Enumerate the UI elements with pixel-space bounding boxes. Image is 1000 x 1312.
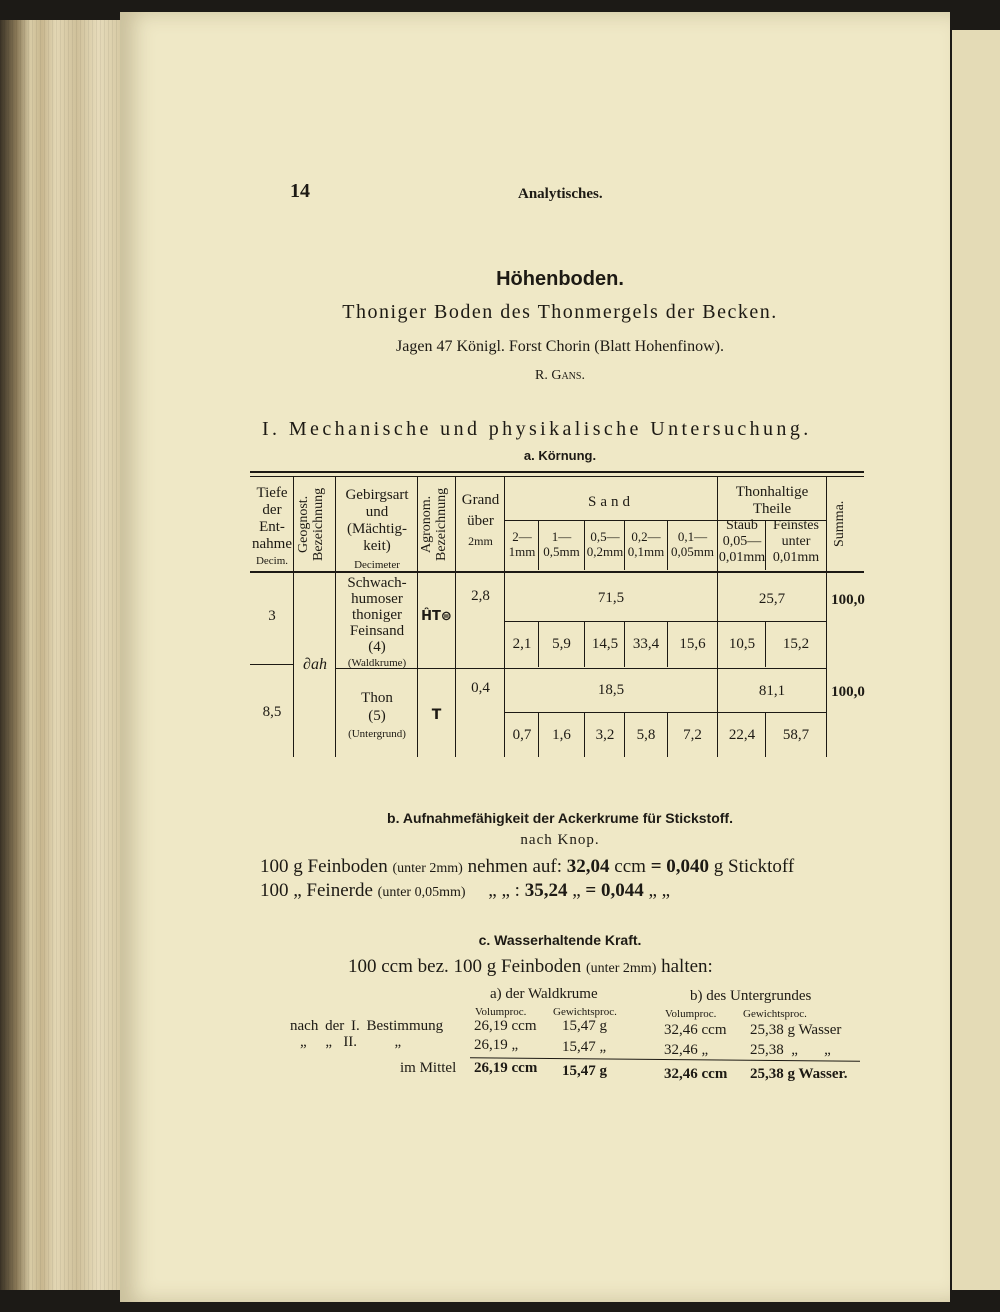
col-b-vol-label: Volumproc. bbox=[665, 1008, 717, 1020]
mean-b2: 25,38 g Wasser. bbox=[750, 1066, 848, 1082]
row-divider-left bbox=[250, 664, 294, 665]
water-intro: 100 ccm bez. 100 g Feinboden (unter 2mm) halten: bbox=[348, 956, 713, 977]
nitrogen-line-1: 100 g Feinboden (unter 2mm) nehmen auf: 32,04 ccm = 0,040 g Sticktoff bbox=[260, 856, 795, 877]
r1-gebirgsart: Schwach- humoser thoniger Feinsand (4) (Waldkrume) bbox=[347, 575, 407, 669]
facing-page-edge bbox=[952, 30, 1000, 1290]
header-grand: Grand über 2mm bbox=[461, 492, 500, 548]
mean-label: im Mittel bbox=[400, 1060, 457, 1076]
row-divider-right bbox=[456, 668, 827, 669]
row-2-label: „ „ II. „ bbox=[300, 1034, 402, 1050]
author-line: R. Gans. bbox=[535, 368, 585, 383]
running-title: Analytisches. bbox=[518, 186, 603, 202]
header-sand-2: 1—0,5mm bbox=[543, 529, 580, 559]
row2-sub-rule bbox=[505, 712, 827, 713]
header-agronom: Agronom. Bezeichnung bbox=[419, 487, 449, 561]
col-b-gew-label: Gewichtsproc. bbox=[743, 1008, 807, 1020]
header-sand: Sand bbox=[588, 494, 634, 510]
header-thon: Thonhaltige Theile bbox=[735, 484, 809, 517]
row-1-b1: 32,46 ccm bbox=[664, 1022, 727, 1038]
r2-feinstes: 58,7 bbox=[782, 727, 810, 743]
r1-sand-5: 15,6 bbox=[679, 636, 706, 652]
r1-feinstes: 15,2 bbox=[782, 636, 810, 652]
row-1-a2: 15,47 g bbox=[562, 1018, 607, 1034]
r2-sand-3: 3,2 bbox=[595, 727, 615, 743]
r2-summa: 100,0 bbox=[831, 684, 865, 700]
r1-sand-total: 71,5 bbox=[597, 590, 625, 606]
header-sand-3: 0,5—0,2mm bbox=[586, 529, 624, 559]
r2-gebirgsart: Thon (5) (Untergrund) bbox=[348, 690, 406, 740]
page-number: 14 bbox=[290, 180, 310, 202]
r1-sand-3: 14,5 bbox=[591, 636, 619, 652]
section-a-heading: a. Körnung. bbox=[523, 448, 597, 463]
header-sand-1: 2—1mm bbox=[508, 529, 536, 559]
section-b-heading: b. Aufnahmefähigkeit der Ackerkrume für Stickstoff. bbox=[387, 810, 733, 826]
row-2-b2: 25,38 „ „ bbox=[750, 1042, 831, 1058]
r2-thon-total: 81,1 bbox=[758, 683, 786, 699]
r1-sand-2: 5,9 bbox=[552, 636, 571, 652]
table-top-rule-thin bbox=[250, 476, 864, 477]
header-tiefe: Tiefe der Ent- nahme Decim. bbox=[252, 485, 292, 567]
row-2-a2: 15,47 „ bbox=[562, 1039, 607, 1055]
r1-grand: 2,8 bbox=[471, 588, 490, 604]
header-geognost: Geognost. Bezeichnung bbox=[296, 487, 326, 561]
r1-agronom: ĤT⊜ bbox=[421, 609, 452, 624]
col-a-vol-label: Volumproc. bbox=[475, 1006, 527, 1018]
col-a-gew-label: Gewichtsproc. bbox=[553, 1006, 617, 1018]
mean-a1: 26,19 ccm bbox=[474, 1060, 538, 1076]
section-b-sub: nach Knop. bbox=[520, 832, 600, 848]
r1-thon-total: 25,7 bbox=[758, 591, 786, 607]
r2-sand-1: 0,7 bbox=[512, 727, 532, 743]
row-1-b2: 25,38 g Wasser bbox=[750, 1022, 842, 1038]
r2-tiefe: 8,5 bbox=[262, 704, 282, 720]
r1-sand-4: 33,4 bbox=[632, 636, 660, 652]
table-top-rule bbox=[250, 471, 864, 473]
col-rule-7 bbox=[826, 477, 827, 757]
mean-a2: 15,47 g bbox=[562, 1063, 607, 1079]
r2-sand-4: 5,8 bbox=[636, 727, 656, 743]
col-a-label: a) der Waldkrume bbox=[490, 986, 598, 1002]
row-2-a1: 26,19 „ bbox=[474, 1037, 519, 1053]
col-b-label: b) des Untergrundes bbox=[690, 988, 812, 1004]
page-title: Höhenboden. bbox=[496, 268, 624, 290]
r1-tiefe: 3 bbox=[268, 608, 276, 624]
r2-sand-2: 1,6 bbox=[552, 727, 571, 743]
row-1-a1: 26,19 ccm bbox=[474, 1018, 537, 1034]
r2-grand: 0,4 bbox=[471, 680, 490, 696]
r2-sand-5: 7,2 bbox=[683, 727, 702, 743]
r1-staub: 10,5 bbox=[728, 636, 756, 652]
location-line: Jagen 47 Königl. Forst Chorin (Blatt Hohenfinow). bbox=[396, 338, 724, 355]
header-staub: Staub 0,05— 0,01mm bbox=[718, 518, 766, 565]
mean-b1: 32,46 ccm bbox=[664, 1066, 728, 1082]
r2-agronom: T bbox=[431, 707, 442, 723]
row-2-b1: 32,46 „ bbox=[664, 1042, 709, 1058]
section-c-heading: c. Wasserhaltende Kraft. bbox=[478, 932, 642, 948]
row1-sub-rule bbox=[505, 621, 827, 622]
header-feinstes: Feinstes unter 0,01mm bbox=[772, 518, 820, 565]
r2-sand-total: 18,5 bbox=[597, 682, 625, 698]
r1-sand-1: 2,1 bbox=[512, 636, 532, 652]
header-summa: Summa. bbox=[832, 500, 847, 548]
row-1-label: nach der I. Bestimmung bbox=[290, 1018, 444, 1034]
page-subtitle: Thoniger Boden des Thonmergels der Becken. bbox=[342, 301, 778, 323]
r1-summa: 100,0 bbox=[831, 592, 865, 608]
header-sand-4: 0,2—0,1mm bbox=[627, 529, 665, 559]
r2-staub: 22,4 bbox=[728, 727, 756, 743]
header-sand-5: 0,1—0,05mm bbox=[671, 529, 714, 559]
nitrogen-line-2: 100 „ Feinerde (unter 0,05mm) „ „ : 35,24 „ = 0,044 „ „ bbox=[260, 880, 671, 901]
book-page-edges bbox=[0, 20, 140, 1290]
section-heading-1: I. Mechanische und physikalische Untersuchung. bbox=[262, 418, 812, 440]
geognost-value: ∂ah bbox=[303, 656, 327, 673]
header-gebirgsart: Gebirgsart und (Mächtig- keit) Decimeter bbox=[345, 487, 409, 571]
